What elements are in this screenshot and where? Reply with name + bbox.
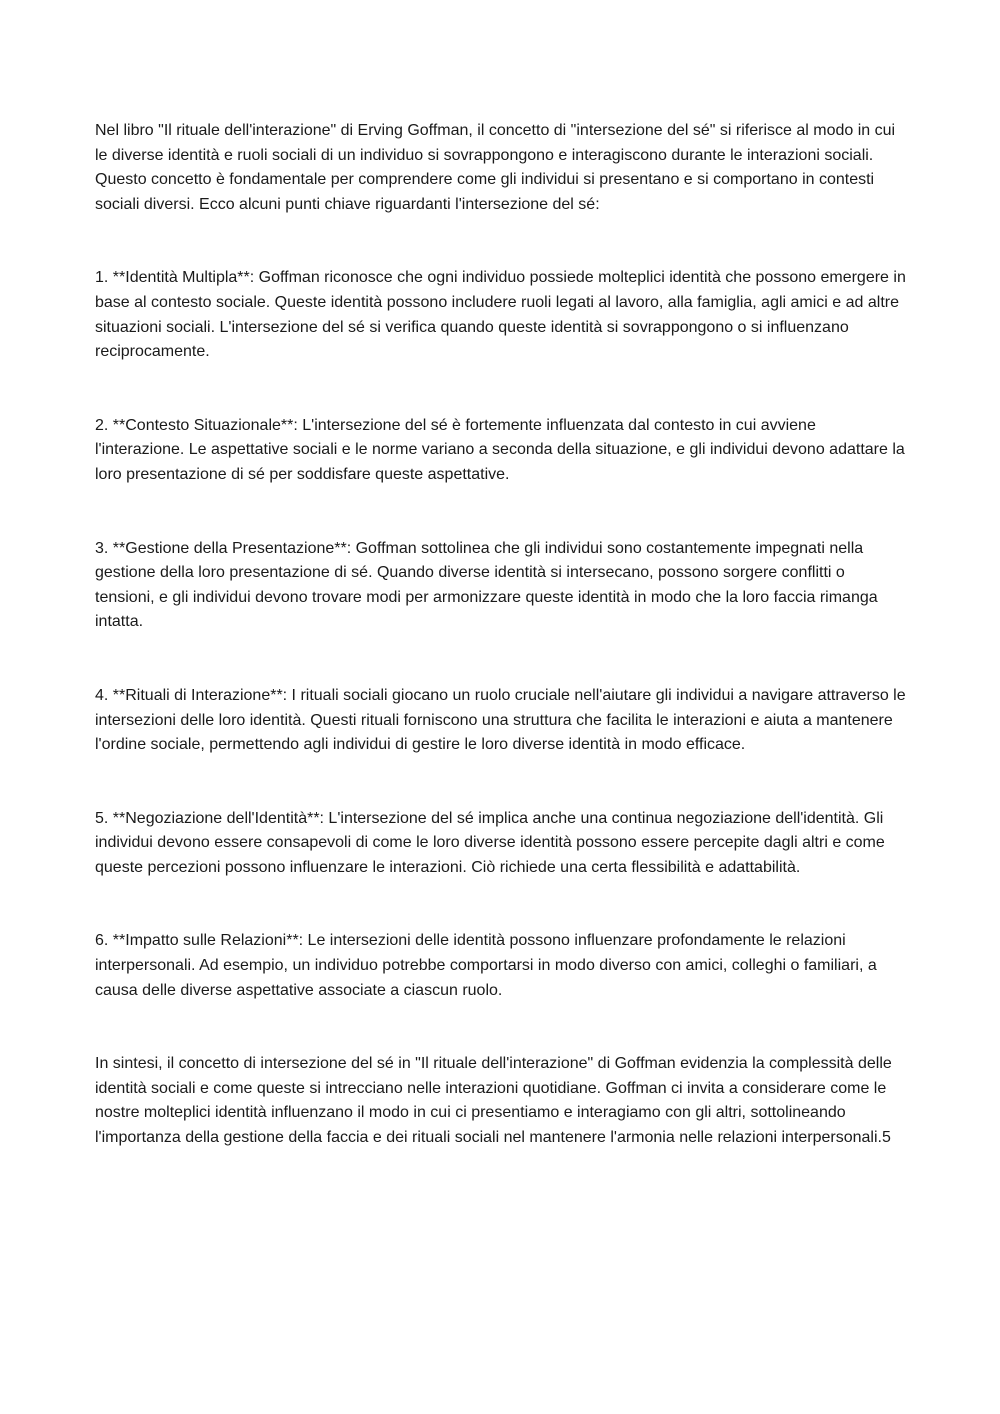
point-paragraph-4: 4. **Rituali di Interazione**: I rituali sociali giocano un ruolo cruciale nell'aiutare gli individui a navigare attraverso le intersezioni delle loro identità. Questi rituali forniscono una struttura che facilita le interazioni e aiuta a mantenere l'ordine sociale, permettendo agli individui di gestire le loro diverse identità in modo efficace.: [95, 686, 906, 754]
point-paragraph-6: 6. **Impatto sulle Relazioni**: Le intersezioni delle identità possono influenzare profondamente le relazioni interpersonali. Ad esempio, un individuo potrebbe comportarsi in modo diverso con amici, colleghi o familiari, a causa delle diverse aspettative associate a ciascun ruolo.: [95, 932, 877, 999]
point-paragraph-3: 3. **Gestione della Presentazione**: Goffman sottolinea che gli individui sono costantemente impegnati nella gestione della loro presentazione di sé. Quando diverse identità si intersecano, possono sorgere conflitti o tensioni, e gli individui devono trovare modi per armonizzare queste identità in modo che la loro faccia rimanga intatta.: [95, 539, 878, 631]
intro-paragraph: Nel libro "Il rituale dell'interazione" di Erving Goffman, il concetto di "intersezione del sé" si riferisce al modo in cui le diverse identità e ruoli sociali di un individuo si sovrappongono e interagiscono durante le interazioni sociali. Questo concetto è fondamentale per comprendere come gli individui si presentano e si comportano in contesti sociali diversi. Ecco alcuni punti chiave riguardanti l'intersezione del sé:: [95, 122, 896, 213]
point-paragraph-2: 2. **Contesto Situazionale**: L'intersezione del sé è fortemente influenzata dal contesto in cui avviene l'interazione. Le aspettative sociali e le norme variano a seconda della situazione, e gli individui devono adattare la loro presentazione di sé per soddisfare queste aspettative.: [95, 416, 905, 483]
point-paragraph-1: 1. **Identità Multipla**: Goffman riconosce che ogni individuo possiede molteplici identità che possono emergere in base al contesto sociale. Queste identità possono includere ruoli legati al lavoro, alla famiglia, agli amici e ad altre situazioni sociali. L'intersezione del sé si verifica quando queste identità si sovrappongono o si influenzano reciprocamente.: [95, 269, 906, 361]
document-body: [95, 119, 907, 1151]
conclusion-paragraph: In sintesi, il concetto di intersezione del sé in "Il rituale dell'interazione" di Goffman evidenzia la complessità delle identità sociali e come queste si intrecciano nelle interazioni quotidiane. Goffman ci invita a considerare come le nostre molteplici identità influenzano il modo in cui ci presentiamo e interagiamo con gli altri, sottolineando l'importanza della gestione della faccia e dei rituali sociali nel mantenere l'armonia nelle relazioni interpersonali.5: [95, 1055, 892, 1147]
point-paragraph-5: 5. **Negoziazione dell'Identità**: L'intersezione del sé implica anche una continua negoziazione dell'identità. Gli individui devono essere consapevoli di come le loro diverse identità possono essere percepite dagli altri e come queste percezioni possono influenzare le interazioni. Ciò richiede una certa flessibilità e adattabilità.: [95, 809, 885, 876]
